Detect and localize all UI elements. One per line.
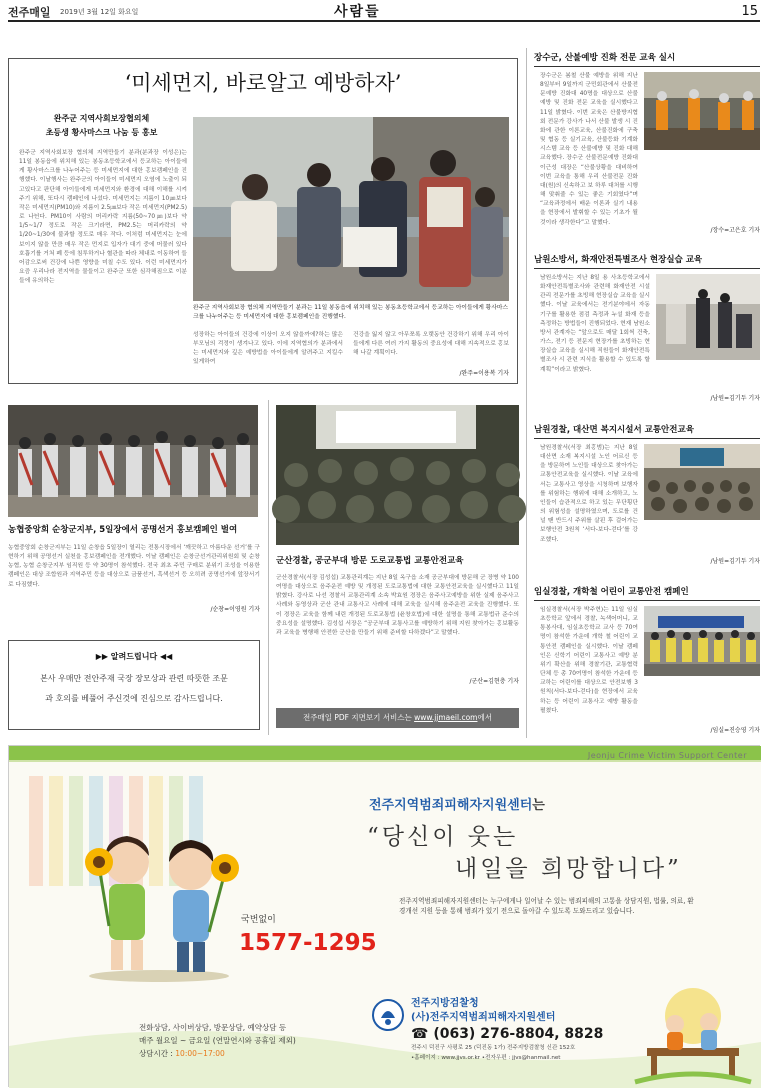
ad-web[interactable]: •홈페이지 : www.jjvs.or.kr •전자우편 : jjvs@hanmail.net <box>411 1055 561 1061</box>
jangsu-body: 장수군은 봄철 산불 예방을 위해 지난 8일부터 9일까지 군민회관에서 산불전문예방 진화대 40명을 대상으로 산불예방 및 진화 전문 교육을 실시했다고 11일 밝혔다. 이번 교육은 산불방지협회 전문가 강사가 나서 산불 발생 시 진화에 관한 이론교육, 산불진화에 구축 및 협동 등 실기교육, 산불등화 기계화 시스템 교육 등 산불예방 및 진화 대해 교육했다. 장수군 산불전문예방 진화대 이근성 대장은 “산불상황을 대비하여 이번 교육을 통해 우리 산불전문 진화대(원)의 신속하고 보 하루 대처를 시행해 맞춰줄 수 있는 좋은 기회였다”며 “교육과정에서 배운 이론과 실기 내용을 현장에서 발휘할 수 있는 기초가 될 것이라 생각한다”고 말했다. <box>540 73 638 226</box>
ad-phone[interactable]: ☎ (063) 276-8804, 8828 <box>411 1026 604 1042</box>
ad-org-suffix: 는 <box>532 798 545 813</box>
ad-address: 전주시 덕진구 사평로 25 (덕진동 1가) 전주지방검찰청 신관 152호 <box>411 1045 576 1051</box>
bench-couple-illustration <box>629 986 757 1084</box>
masthead: 전주매일 <box>8 6 51 19</box>
lead-sub1: 완주군 지역사회보장협의체 <box>53 114 150 123</box>
imsil-body: 임실경찰서(서장 박주현)는 11일 임실초등학교 앞에서 경찰, 녹색어머니, 교통봉사대, 임실초등학교 교사 등 70여명이 참석한 가운데 개학 철 어린이 교통안전 캠페인을 실시했다. 이날 캠페인은 신학기 어린이 교통사고 예방 분위기 확산을 위해 경찰기관, 교통협력단체 등 총 70여명이 참석한 가운데 등교하는 어린이를 대상으로 안전보행 3원칙(서다-보다-걷다)을 현장에서 교육하는 등 어린이 교통사고 예방 활동을 펼쳤다. <box>540 607 638 714</box>
namwon-police-photo <box>644 444 760 520</box>
page-number: 15 <box>741 4 758 19</box>
lead-title: ‘미세먼지, 바로알고 예방하자’ <box>124 71 402 95</box>
namwon-fire-rule <box>534 268 760 269</box>
lead-caption: 완주군 지역사회보장 협의체 지역만들기 분과는 11일 봉동읍에 위치해 있는 봉동초등학교에서 등교하는 아이들에게 황사마스크를 나누어주는 등 미세먼지에 대한 홍보캠페인을 진행했다. <box>193 305 509 320</box>
imsil-photo <box>644 606 760 676</box>
imsil-rule <box>534 600 760 601</box>
imsil-headline: 임실경찰, 개학철 어린이 교통안전 캠페인 <box>534 587 689 597</box>
lead-body1: 완주군 지역사회보장 협의체 지역만들기 분과(분과장 이성은)는 11일 봉동읍에 위치해 있는 봉동초등학교에서 등교하는 아이들에게 황사마스크를 나누어주는 등 미세먼지에 대한 홍보캠페인을 진행했다. 이날행사는 완주군의 아이들이 미세먼지 오염에 노출이 되고있다고 판단해 아이들에게 미세먼지와 환경에 대해 이해를 시켜주기 위해, 또다시 캠페인에 나섰다. 미세먼지는 지름이 10㎛보다 작은 미세먼지(PM10)와 지름이 2.5㎛보다 작은 미세먼지(PM2.5)로 나뉜다. PM10이 사람의 머리카락 지름(50~70㎛)보다 약 1/5~1/7 정도로 작은 크기라면, PM2.5는 머리카락의 약 1/20~1/30에 불과할 정도로 매우 작다. 이처럼 미세먼지는 눈에 보이지 않을 만큼 매우 작은 먼지로 입자가 대기 중에 머물러 있다 호흡기를 거쳐 폐 등에 침투하거나 혈관을 따라 체내로 이동하여 들어감으로써 건강에 나쁜 영향을 미칠 수도 있다. 이런 미세먼지가 요즘 우리나라 전지역을 물들이고 완주군 또한 심각해짐으로 이분들에 유의하는 <box>19 150 187 285</box>
namwon-fire-headline: 남원소방서, 화재안전특별조사 현장실습 교육 <box>534 255 703 265</box>
section-title: 사람들 <box>334 4 381 20</box>
ad-description: 전주지역범죄피해자지원센터는 누구에게나 일어날 수 있는 범죄피해의 고통을 상담지원, 법률, 의료, 환경개선 지원 등을 통해 범죄가 있기 전으로 돌아갈 수 있도록 도와드리고 있습니다. <box>399 897 694 916</box>
lead-photo <box>193 117 509 301</box>
ad-hotline-label: 국번없이 <box>241 915 276 925</box>
army-headline: 군산경찰, 공군부대 방문 도로교통법 교통안전교육 <box>276 556 464 566</box>
jangsu-credit: /장수=고은호 기자 <box>710 227 760 234</box>
column-rule-1 <box>268 400 269 735</box>
jangsu-photo <box>644 72 760 150</box>
jangsu-headline: 장수군, 산불예방 진화 전문 교육 실시 <box>534 53 676 63</box>
pdf-prefix: 전주매일 PDF 지면보기 서비스는 <box>303 713 412 722</box>
column-rule-2 <box>526 48 527 738</box>
header-rule <box>8 20 760 22</box>
ad-hours-value: 10:00~17:00 <box>175 1049 225 1058</box>
ad-hours-line <box>139 1048 225 1060</box>
imsil-credit: /임실=진승영 기자 <box>710 727 760 734</box>
lead-credit: /완주=이용복 기자 <box>459 370 509 377</box>
jangsu-rule <box>534 66 760 67</box>
army-photo <box>276 405 519 545</box>
army-body: 군산경찰서(서장 김성섭) 교통관리계는 지난 8일 옥구읍 소재 공군부대에 방문해 군 장병 약 100여명을 대상으로 음주운전 예방 및 개정된 도로교통법에 대한 교통안전교육을 실시했다고 11일 밝혔다. 강사로 나선 경찰서 교통관리계 소속 박효원 경장은 음주사고예방을 위한 실제 음주사고 사례와 동영상과 군산 관내 교통사고 사례에 대해 교육을 실시해 음주운전 교육을 진행했다. 또 이 경장은 교육을 함께 내린 개정된 도로교통법 (윤창호법)에 대한 설명을 통해 교통법규 준수의 중요성을 설명했다. 김성섭 서장은 “공군부대 교통사고를 예방하기 위해 지원 찾아가는 홍보활동과 교육을 병행해 안전한 군산을 만들기 위해 준비할 다하겠다”고 말했다. <box>276 575 519 636</box>
pdf-service-bar <box>276 708 519 728</box>
ad-hours-days: 매주 월요일 ~ 금요일 (연말연시와 공휴일 제외) <box>139 1036 296 1045</box>
nonghyup-photo <box>8 405 258 517</box>
namwon-police-credit: /남원=김기두 기자 <box>710 558 760 565</box>
kids-with-sunflowers-illustration <box>79 806 239 981</box>
namwon-fire-credit: /남원=김기두 기자 <box>710 395 760 402</box>
ad-english-title: Jeonju Crime Victim Support Center <box>587 751 747 760</box>
lead-story-box <box>8 58 518 384</box>
ad-services: 전화상담, 사이버상담, 방문상담, 예약상담 등 <box>139 1023 287 1032</box>
namwon-police-body: 남원경찰서(서장 최홍범)는 지난 8일 대산면 소재 복지시설 노인 어르신 등을 방문하여 노인들 대상으로 찾아가는 교통안전교육을 실시했다. 이날 교육에서는 교통사고 영상을 시청하며 보행자를 위험하는 행위에 대해 소개하고, 노인들이 습관적으로 하고 있는 무단횡단의 위험성을 설명하였으며, 도로를 건널 땐 반드시 주위를 살핀 후 걸어가는 보행안전 3원칙 ‘서다-보다-걷다’를 강조했다. <box>540 445 638 543</box>
ad-sponsor1: 전주지방검찰청 <box>411 998 479 1009</box>
dateline: 2019년 3월 12일 화요일 <box>60 8 139 16</box>
namwon-police-rule <box>534 438 760 439</box>
namwon-fire-body: 남원소방서는 지난 8일 용 사초등학교에서 화재안전특별조사와 관련해 화재안전 시설관리 전문가를 초빙해 현장실습 교육을 실시했다. 이날 교육에서는 전기분야에서 자동 기구를 활용한 점검 측정과 누설 화재 등을 측정하는 방법들이 진행되었다. 현재 남원소방서 관계자는 “앞으로도 매달 1회씩 건축, 가스, 전기 등 전문지 현장가를 초빙하는 현장실습 교육을 실시해 직원들이 화재안전특별조사 시 관련 지식을 활용할 수 있도록 할 계획”이라고 밝혔다. <box>540 275 651 373</box>
lead-body3: 건강을 잃지 않고 아무쪼록 오랫동안 건강하기 위해 우리 아이들에게 다른 여러 가지 활동의 중요성에 대해 지속적으로 홍보해 나갈 계획이다. <box>353 332 509 357</box>
victim-support-ad <box>8 745 760 1087</box>
army-credit: /군산=김현충 기자 <box>469 678 519 685</box>
ad-hours-label: 상담시간 : <box>139 1049 173 1058</box>
ad-org-name: 전주지역범죄피해자지원센터 <box>369 798 533 813</box>
lead-sub2: 초등생 황사마스크 나눔 등 홍보 <box>45 128 158 137</box>
namwon-fire-photo <box>656 274 760 360</box>
ad-hotline-number[interactable]: 1577-1295 <box>239 930 377 956</box>
prosecution-logo-icon <box>371 998 405 1032</box>
notice-title: ▶▶ 알려드립니다 ◀◀ <box>95 652 173 661</box>
nonghyup-credit: /순창=이영원 기자 <box>210 606 260 613</box>
notice-line2: 과 호의를 베풀어 주신것에 진심으로 감사드립니다. <box>45 694 223 703</box>
pdf-url-link[interactable]: www.jjmaeil.com <box>414 713 478 722</box>
ad-sponsor2: (사)전주지역범죄피해자지원센터 <box>411 1012 556 1023</box>
ad-org-line <box>369 796 545 816</box>
jangsu-body-head <box>540 72 638 226</box>
pdf-suffix: 에서 <box>477 713 492 722</box>
namwon-police-headline: 남원경찰, 대산면 복지시설서 교통안전교육 <box>534 425 694 435</box>
notice-box <box>8 640 260 730</box>
ad-quote-line1: “당신이 웃는 <box>367 824 519 850</box>
nonghyup-headline: 농협중앙회 순창군지부, 5일장에서 공명선거 홍보캠페인 벌여 <box>8 525 238 535</box>
nonghyup-body: 농협중앙회 순창군지부는 11일 순창읍 5일장이 열리는 전통시장에서 ‘깨끗하고 아름다운 선거’를 구현하기 위해 공명선거 실천을 홍보캠페인을 전개했다. 이날 캠페인은 순창군선거관리위원회 및 순창농협, 농협 순창군지부 임직원 등 약 30명이 참석했다. 전국 최초 주민 구매로 분위기 조성을 이용한 캠페인은 대상 조합원과 지역주민 등을 대상으로 금품선거, 흑색선거 등 오히려 공명선거에 앞장서기로 다짐했다. <box>8 545 260 588</box>
notice-line1: 본사 우매만 전안주재 국장 장모상과 관련 따뜻한 조문 <box>40 674 228 683</box>
lead-body2: 성장하는 아이들의 건강에 이상이 오지 않을까에?하는 많은 부모님의 걱정이 생겨나고 있다. 이에 지역협의가 분과에서는 미세먼지와 깊은 예방법을 아이들에게 알려주고 지킬수 있게하여 <box>193 332 343 366</box>
ad-quote-line2: 내일을 희망합니다” <box>455 856 682 882</box>
